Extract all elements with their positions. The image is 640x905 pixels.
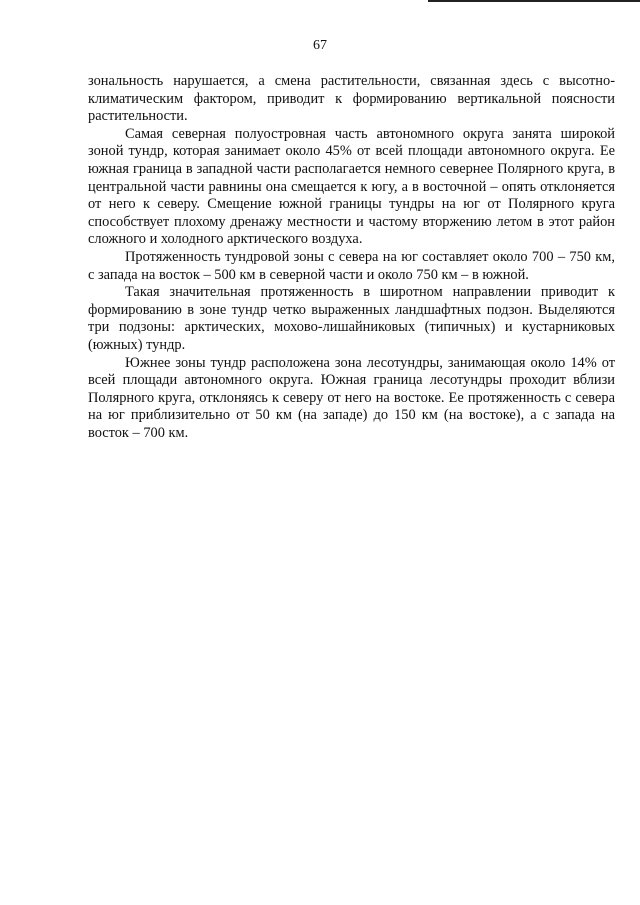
document-body: [88, 73, 615, 442]
paragraph-continuation: зональность нарушается, а смена растительности, связанная здесь с высотно-климатическим фактором, приводит к формированию вертикальной поясности растительности.: [88, 73, 615, 125]
top-edge-rule: [428, 0, 640, 2]
paragraph-forest-tundra: Южнее зоны тундр расположена зона лесотундры, занимающая около 14% от всей площади автономного округа. Южная граница лесотундры проходит вблизи Полярного круга, отклоняясь к северу от него на востоке. Ее протяженность с севера на юг приблизительно от 50 км (на западе) до 150 км (на востоке), а с запада на восток – 700 км.: [88, 354, 615, 441]
paragraph-tundra-extent: Протяженность тундровой зоны с севера на юг составляет около 700 – 750 км, с запада на восток – 500 км в северной части и около 750 км – в южной.: [88, 248, 615, 283]
page-number: 67: [313, 38, 327, 53]
paragraph-tundra-subzones: Такая значительная протяженность в широтном направлении приводит к формированию в зоне тундр четко выраженных ландшафтных подзон. Выделяются три подзоны: арктических, мохово-лишайниковых (типичных) и кустарниковых (южных) тундр.: [88, 284, 615, 353]
paragraph-tundra-zone: Самая северная полуостровная часть автономного округа занята широкой зоной тундр, которая занимает около 45% от всей площади автономного округа. Ее южная граница в западной части располагается немного севернее Полярного круга, в центральной части равнины она смещается к югу, а в восточной – опять отклоняется от него к северу. Смещение южной границы тундры на юг от Полярного круга способствует плохому дренажу местности и частому вторжению летом в этот район сложного и холодного арктического воздуха.: [88, 125, 615, 248]
